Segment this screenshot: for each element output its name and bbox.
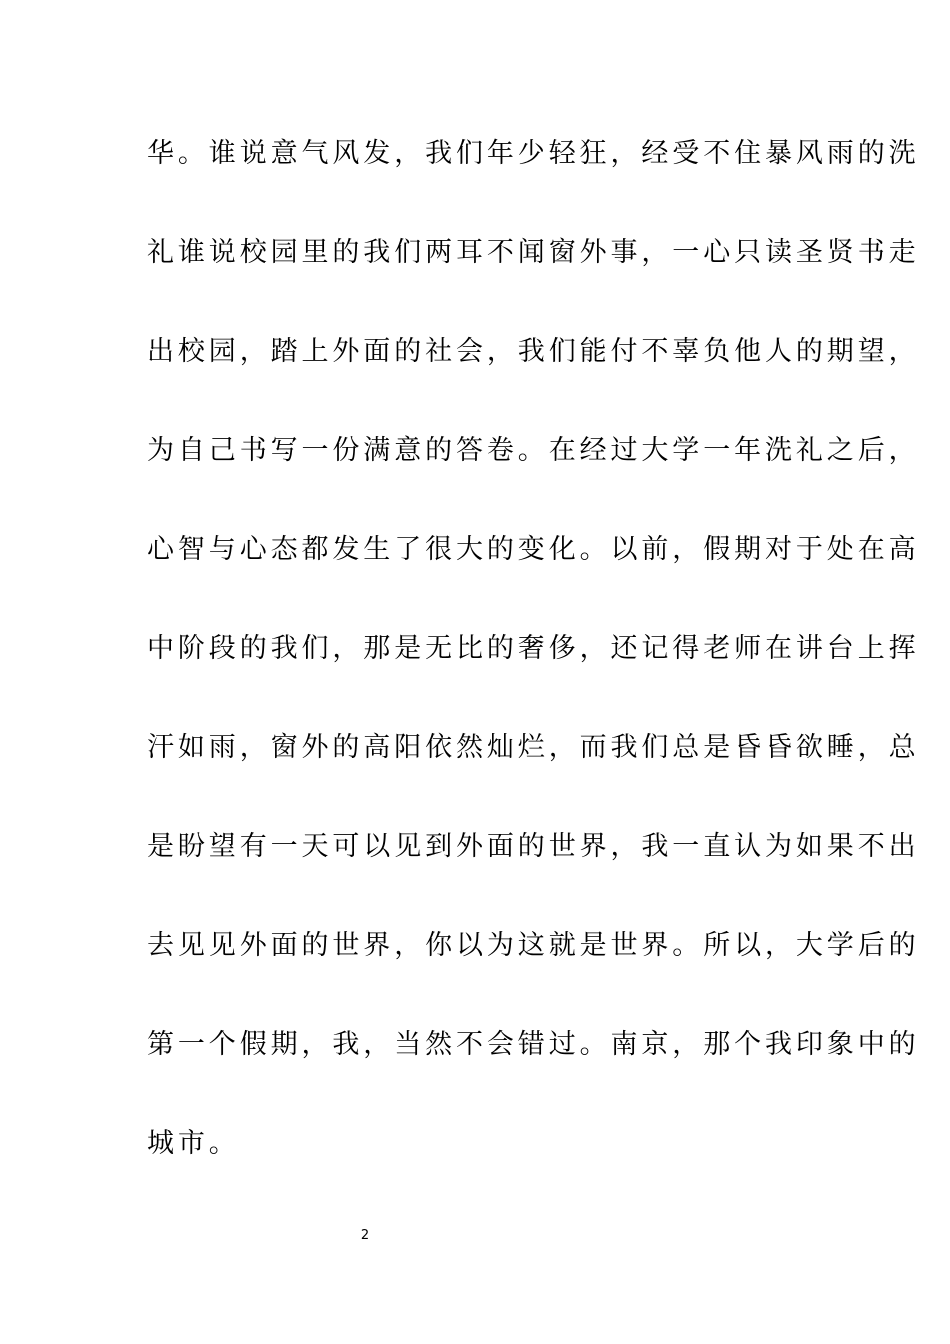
text-line: 出校园，踏上外面的社会，我们能付不辜负他人的期望， (147, 336, 920, 367)
text-line: 第一个假期，我，当然不会错过。南京，那个我印象中的 (147, 1029, 920, 1060)
text-line: 汗如雨，窗外的高阳依然灿烂，而我们总是昏昏欲睡，总 (147, 732, 920, 763)
text-line: 中阶段的我们，那是无比的奢侈，还记得老师在讲台上挥 (147, 633, 920, 664)
text-line: 华。谁说意气风发，我们年少轻狂，经受不住暴风雨的洗 (147, 138, 920, 169)
text-line: 去见见外面的世界，你以为这就是世界。所以，大学后的 (147, 930, 920, 961)
text-line: 是盼望有一天可以见到外面的世界，我一直认为如果不出 (147, 831, 920, 862)
text-line: 城市。 (147, 1128, 240, 1159)
text-line: 为自己书写一份满意的答卷。在经过大学一年洗礼之后， (147, 435, 920, 466)
text-line: 心智与心态都发生了很大的变化。以前，假期对于处在高 (147, 534, 920, 565)
page-number: 2 (360, 1228, 370, 1243)
text-line: 礼谁说校园里的我们两耳不闻窗外事，一心只读圣贤书走 (147, 237, 920, 268)
